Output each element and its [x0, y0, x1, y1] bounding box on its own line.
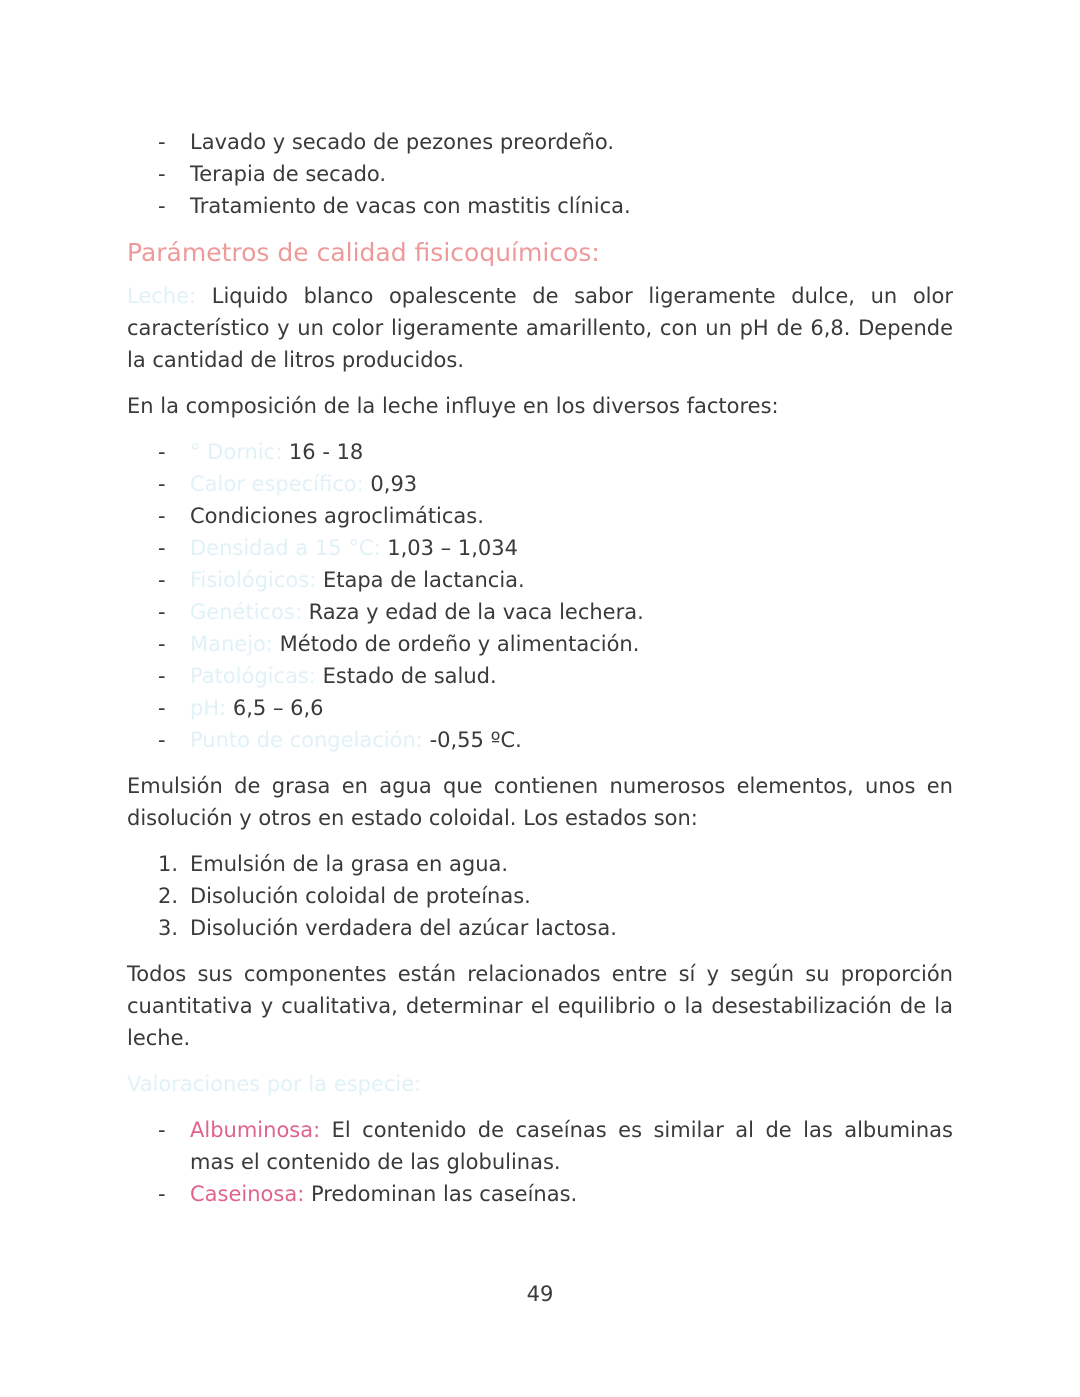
dash-bullet: - [158, 162, 166, 186]
dash-bullet: - [158, 130, 166, 154]
factor-text: Método de ordeño y alimentación. [279, 632, 640, 656]
factor-text: 16 - 18 [288, 440, 364, 464]
list-item-text: Terapia de secado. [190, 162, 387, 186]
list-item [127, 436, 953, 468]
components-paragraph: Todos sus componentes están relacionados entre sí y según su proporción cuantitativa y cualitativa, determinar el equilibrio o la desestabilización de la leche. [127, 962, 953, 1050]
list-item [127, 628, 953, 660]
list-item-text: Disolución coloidal de proteínas. [190, 884, 531, 908]
list-item [127, 724, 953, 756]
factor-text: 1,03 – 1,034 [387, 536, 518, 560]
list-item [127, 912, 953, 944]
list-item [127, 126, 953, 158]
factor-text: 0,93 [370, 472, 418, 496]
list-item-text: Disolución verdadera del azúcar lactosa. [190, 916, 617, 940]
species-heading: Valoraciones por la especie: [127, 1072, 422, 1096]
dash-bullet: - [158, 472, 166, 496]
factor-text: Etapa de lactancia. [322, 568, 525, 592]
dash-bullet: - [158, 1118, 166, 1142]
milk-text: Liquido blanco opalescente de sabor ligeramente dulce, un olor característico y un color ligeramente amarillento, con un pH de 6,8. Depende la cantidad de litros producidos. [127, 284, 953, 372]
list-item-text: Tratamiento de vacas con mastitis clínica. [190, 194, 631, 218]
dash-bullet: - [158, 536, 166, 560]
milk-label: Leche: [127, 284, 197, 308]
dash-bullet: - [158, 632, 166, 656]
emulsion-paragraph: Emulsión de grasa en agua que contienen numerosos elementos, unos en disolución y otros en estado coloidal. Los estados son: [127, 774, 953, 830]
dash-bullet: - [158, 696, 166, 720]
factor-text: Raza y edad de la vaca lechera. [308, 600, 644, 624]
dash-bullet: - [158, 440, 166, 464]
factor-label: pH: [190, 696, 227, 720]
list-item [127, 1114, 953, 1178]
list-item [127, 660, 953, 692]
list-item [127, 1178, 953, 1210]
factor-text: -0,55 ºC. [429, 728, 522, 752]
dash-bullet: - [158, 194, 166, 218]
list-item [127, 532, 953, 564]
list-item [127, 848, 953, 880]
dash-bullet: - [158, 1182, 166, 1206]
species-label: Albuminosa: [190, 1118, 321, 1142]
milk-paragraph [127, 280, 953, 376]
list-number: 2. [158, 884, 179, 908]
factor-text: Estado de salud. [322, 664, 497, 688]
section-title: Parámetros de calidad fisicoquímicos: [127, 238, 600, 267]
list-number: 3. [158, 916, 179, 940]
dash-bullet: - [158, 600, 166, 624]
species-list [127, 1114, 953, 1210]
factor-label: Manejo: [190, 632, 273, 656]
list-item [127, 500, 953, 532]
list-item [127, 190, 953, 222]
dash-bullet: - [158, 664, 166, 688]
list-item [127, 564, 953, 596]
intro-list [127, 126, 953, 222]
species-text: El contenido de caseínas es similar al de las albuminas mas el contenido de las globulinas. [190, 1118, 953, 1174]
factor-label: Genéticos: [190, 600, 302, 624]
list-item [127, 468, 953, 500]
factor-text: 6,5 – 6,6 [232, 696, 324, 720]
list-item-text: Emulsión de la grasa en agua. [190, 852, 509, 876]
list-number: 1. [158, 852, 179, 876]
document-page [127, 126, 953, 1210]
factors-list [127, 436, 953, 756]
factor-label: ° Dornic: [190, 440, 283, 464]
dash-bullet: - [158, 728, 166, 752]
dash-bullet: - [158, 504, 166, 528]
page-number: 49 [526, 1282, 554, 1306]
species-text: Predominan las caseínas. [310, 1182, 578, 1206]
factor-label: Calor específico: [190, 472, 364, 496]
list-item [127, 692, 953, 724]
list-item-text: Lavado y secado de pezones preordeño. [190, 130, 615, 154]
factor-label: Densidad a 15 °C: [190, 536, 381, 560]
factor-label: Patológicas: [190, 664, 316, 688]
species-label: Caseinosa: [190, 1182, 305, 1206]
factor-label: Punto de congelación: [190, 728, 423, 752]
states-list [127, 848, 953, 944]
factor-text: Condiciones agroclimáticas. [190, 504, 484, 528]
factor-label: Fisiológicos: [190, 568, 317, 592]
list-item [127, 880, 953, 912]
dash-bullet: - [158, 568, 166, 592]
composition-intro: En la composición de la leche influye en los diversos factores: [127, 394, 779, 418]
list-item [127, 596, 953, 628]
list-item [127, 158, 953, 190]
